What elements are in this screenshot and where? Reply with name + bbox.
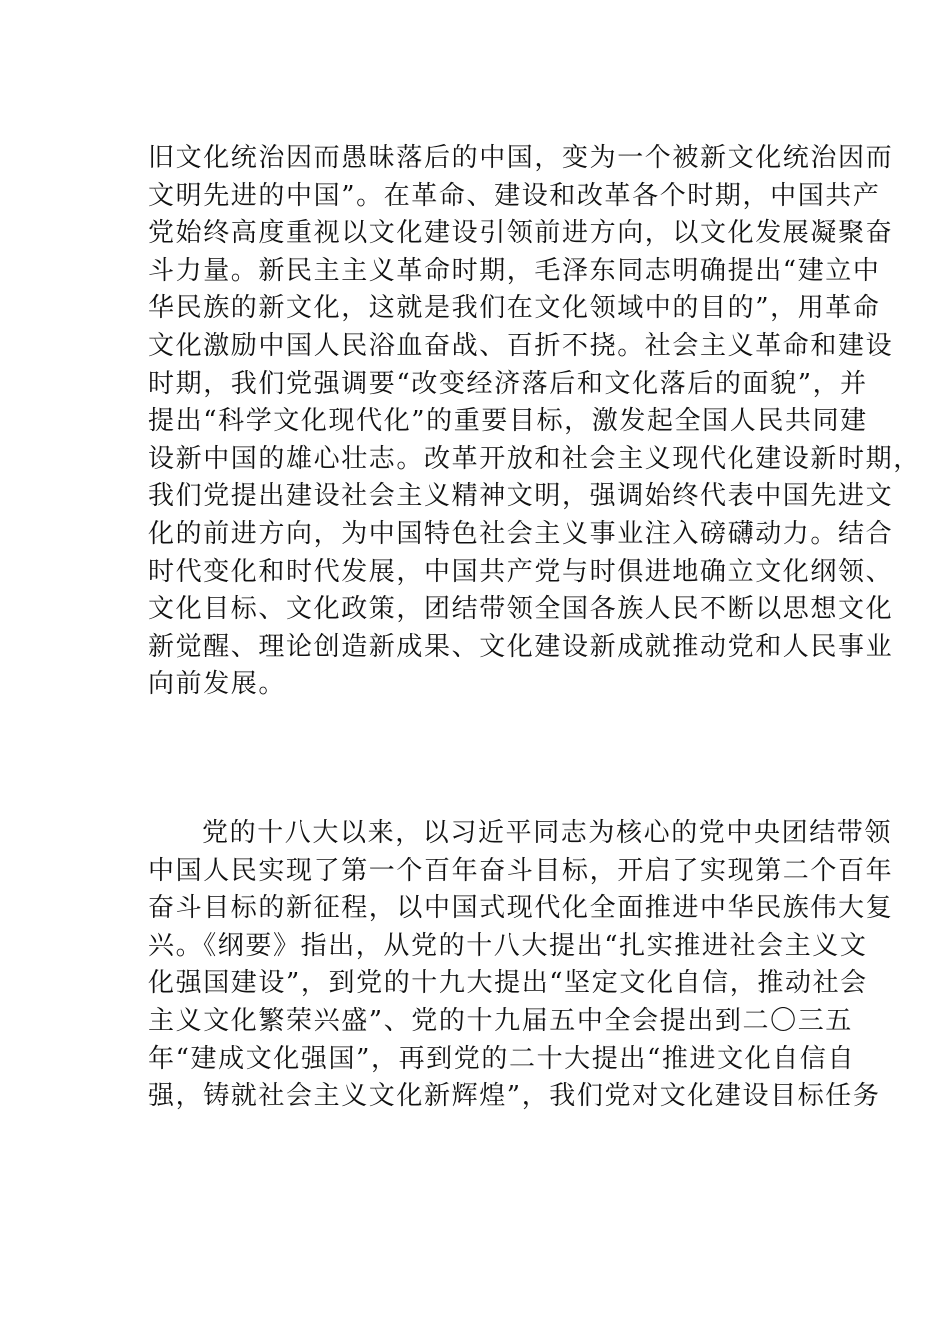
paragraph-line: 年“建成文化强国”，再到党的二十大提出“推进文化自信自 <box>148 1043 856 1074</box>
paragraph-line: 化强国建设”，到党的十九大提出“坚定文化自信，推动社会 <box>148 968 868 999</box>
paragraph-line: 设新中国的雄心壮志。改革开放和社会主义现代化建设新时期， <box>148 443 921 474</box>
paragraph-line: 新觉醒、理论创造新成果、文化建设新成就推动党和人民事业 <box>148 631 894 662</box>
paragraph-1 <box>148 140 921 704</box>
paragraph-line: 文化目标、文化政策，团结带领全国各族人民不断以思想文化 <box>148 594 894 625</box>
paragraph-line: 化的前进方向，为中国特色社会主义事业注入磅礴动力。结合 <box>148 518 894 549</box>
paragraph-line: 提出“科学文化现代化”的重要目标，激发起全国人民共同建 <box>148 406 868 437</box>
paragraph-line: 文化激励中国人民浴血奋战、百折不挠。社会主义革命和建设 <box>148 330 894 361</box>
paragraph-line: 时期，我们党强调要“改变经济落后和文化落后的面貌”，并 <box>148 368 868 399</box>
paragraph-2 <box>148 815 894 1116</box>
paragraph-line: 旧文化统治因而愚昧落后的中国，变为一个被新文化统治因而 <box>148 143 894 173</box>
paragraph-line: 强，铸就社会主义文化新辉煌”，我们党对文化建设目标任务 <box>148 1081 881 1112</box>
paragraph-line: 我们党提出建设社会主义精神文明，强调始终代表中国先进文 <box>148 481 894 512</box>
paragraph-line: 向前发展。 <box>148 669 287 700</box>
paragraph-line: 党始终高度重视以文化建设引领前进方向，以文化发展凝聚奋 <box>148 218 894 249</box>
paragraph-first-line: 党的十八大以来，以习近平同志为核心的党中央团结带领 <box>202 818 893 848</box>
paragraph-line: 文明先进的中国”。在革命、建设和改革各个时期，中国共产 <box>148 180 881 211</box>
paragraph-line: 兴。《纲要》指出，从党的十八大提出“扎实推进社会主义文 <box>148 930 868 961</box>
paragraph-line: 时代变化和时代发展，中国共产党与时俱进地确立文化纲领、 <box>148 556 894 587</box>
paragraph-line: 中国人民实现了第一个百年奋斗目标，开启了实现第二个百年 <box>148 855 894 886</box>
paragraph-line: 主义文化繁荣兴盛”、党的十九届五中全会提出到二〇三五 <box>148 1005 853 1036</box>
paragraph-line: 华民族的新文化，这就是我们在文化领域中的目的”，用革命 <box>148 293 881 324</box>
paragraph-line: 斗力量。新民主主义革命时期，毛泽东同志明确提出“建立中 <box>148 255 881 286</box>
paragraph-line: 奋斗目标的新征程，以中国式现代化全面推进中华民族伟大复 <box>148 893 894 924</box>
